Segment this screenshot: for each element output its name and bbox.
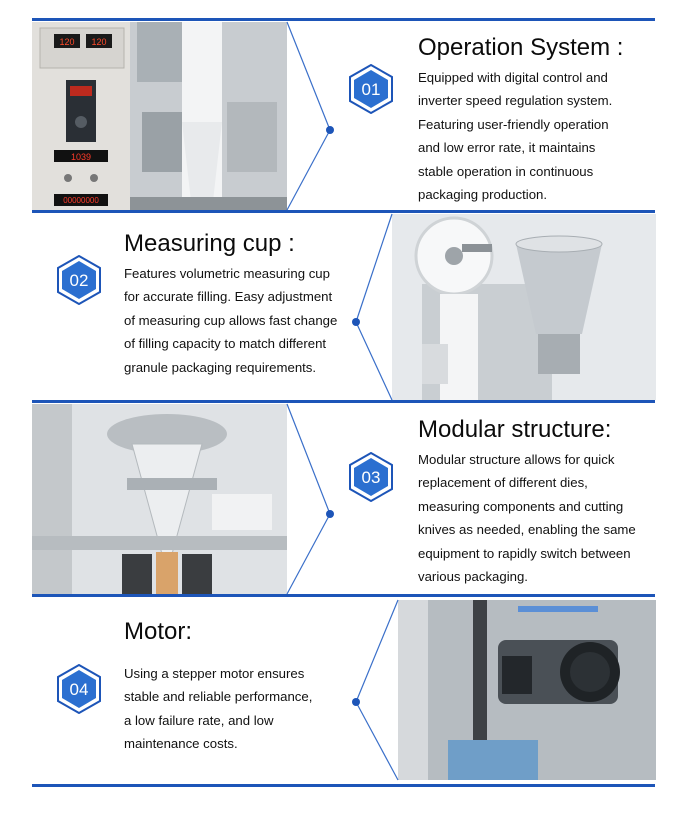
display-4: 00000000 (63, 196, 99, 205)
section-title: Operation System : (418, 34, 624, 61)
section-number-badge (348, 64, 394, 114)
section-description: Modular structure allows for quick replacement of different dies, measuring components and cutting knives as needed, enabling the same equipment to rapidly switch between various packaging. (418, 452, 636, 585)
display-1: 120 (59, 37, 75, 47)
top-divider (32, 18, 655, 21)
svg-text:03: 03 (361, 468, 381, 487)
section-divider (32, 210, 655, 213)
svg-text:04: 04 (69, 680, 89, 699)
connector-dot (326, 126, 334, 134)
section-description: Features volumetric measuring cup for accurate filling. Easy adjustment of measuring cup allows fast change of filling capacity to match different granule packaging requirements. (124, 266, 338, 375)
section-description: Using a stepper motor ensures stable and reliable performance, a low failure rate, and low maintenance costs. (124, 666, 313, 752)
svg-text:02: 02 (69, 271, 89, 290)
section-number-badge (348, 452, 394, 502)
motor-photo (398, 600, 656, 780)
section-title: Measuring cup : (124, 230, 295, 257)
section-divider (32, 594, 655, 597)
section-number-badge (56, 664, 102, 714)
display-2: 120 (91, 37, 107, 47)
section-divider (32, 400, 655, 403)
connector-dot (326, 510, 334, 518)
hopper-photo (392, 214, 656, 400)
control-panel-photo (32, 22, 287, 210)
section-title: Motor: (124, 618, 193, 645)
section-number-badge (56, 255, 102, 305)
section-title: Modular structure: (418, 416, 612, 443)
display-3: 1039 (70, 152, 92, 162)
bottom-divider (32, 784, 655, 787)
svg-text:01: 01 (361, 80, 381, 99)
forming-cone-photo (32, 404, 287, 594)
section-description: Equipped with digital control and inverter speed regulation system. Featuring user-friendly operation and low error rate, it maintains stable operation in continuous packaging production. (418, 70, 613, 203)
